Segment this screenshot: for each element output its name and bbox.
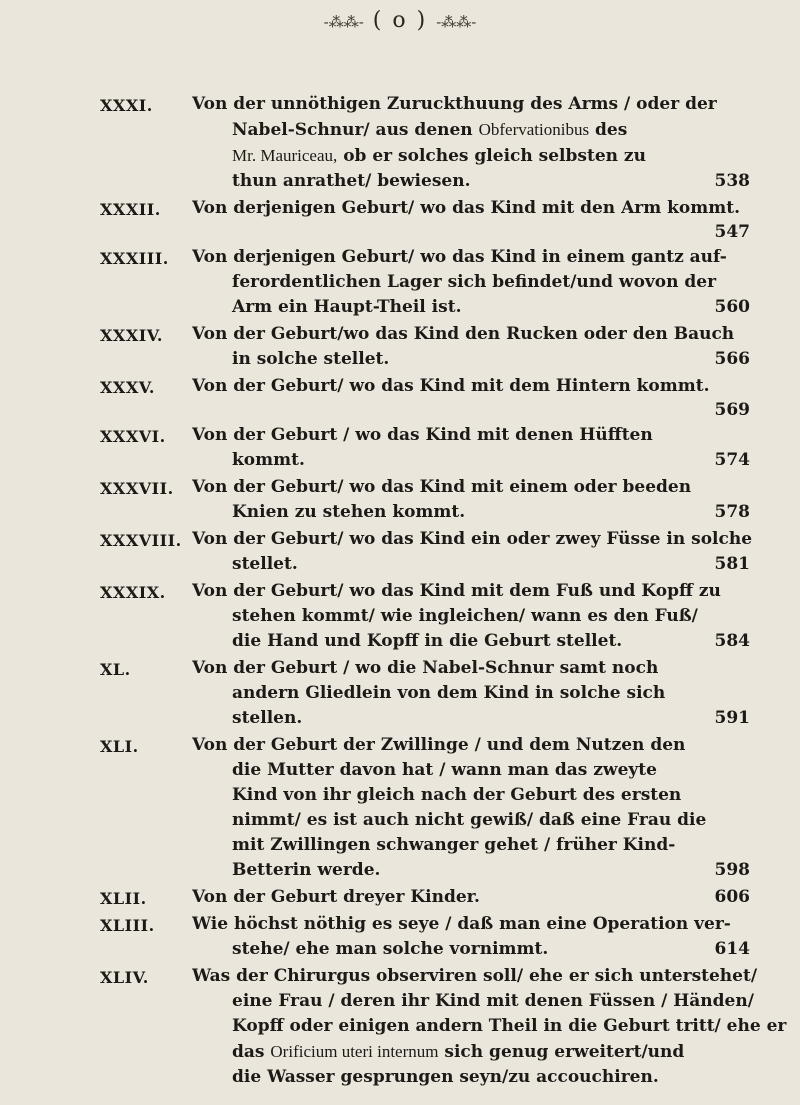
line-text: die Wasser gesprungen seyn/zu accouchiren.	[232, 1067, 659, 1087]
title-line	[192, 1039, 790, 1065]
line-text-tail: ob er solches gleich selbsten zu	[337, 146, 646, 166]
line-text: Von der Geburt/ wo das Kind ein oder zwey Füsse in solche	[192, 529, 753, 549]
line-text: das	[232, 1042, 271, 1062]
title-line	[192, 169, 790, 194]
chapter-title	[192, 912, 790, 962]
toc-entry	[100, 322, 790, 372]
line-text: Was der Chirurgus observiren soll/ ehe er sich unterstehet/	[192, 966, 758, 986]
line-text: Kopff oder einigen andern Theil in die Geburt tritt/ ehe er	[232, 1016, 787, 1036]
line-text: Kind von ihr gleich nach der Geburt des ersten	[232, 785, 682, 805]
page-marker: ( o )	[372, 8, 428, 33]
chapter-number: XXXVII.	[100, 479, 174, 498]
title-line	[192, 579, 790, 604]
toc-entry	[100, 92, 790, 194]
title-line	[192, 245, 790, 270]
title-line	[192, 858, 790, 883]
chapter-title	[192, 733, 790, 883]
toc-entry	[100, 964, 790, 1090]
title-line	[192, 1014, 790, 1039]
chapter-title	[192, 196, 790, 243]
chapter-number: XXXIV.	[100, 326, 163, 345]
title-line	[192, 808, 790, 833]
title-line	[192, 552, 790, 577]
line-text: Von der Geburt / wo das Kind mit denen Hüfften	[192, 425, 653, 445]
line-text: eine Frau / deren ihr Kind mit denen Füssen / Händen/	[232, 991, 754, 1011]
chapter-number: XL.	[100, 660, 131, 679]
title-line	[192, 1065, 790, 1090]
chapter-number: XXXI.	[100, 96, 153, 115]
chapter-number: XXXIX.	[100, 583, 166, 602]
line-text: stellen.	[232, 708, 303, 728]
title-line	[192, 885, 790, 910]
line-text: Von der Geburt/wo das Kind den Rucken oder den Bauch	[192, 324, 735, 344]
line-text: Arm ein Haupt-Theil ist.	[232, 297, 462, 317]
page-number: 578	[714, 502, 750, 522]
table-of-contents	[100, 92, 790, 1092]
line-text: kommt.	[232, 450, 305, 470]
title-line	[192, 604, 790, 629]
toc-entry	[100, 912, 790, 962]
line-text: die Hand und Kopff in die Geburt stellet.	[232, 631, 623, 651]
line-text: Von derjenigen Geburt/ wo das Kind mit den Arm kommt.	[192, 198, 740, 218]
toc-entry	[100, 196, 790, 243]
ornament-left: -⁂⁂-	[323, 13, 364, 31]
title-line	[192, 733, 790, 758]
line-text: mit Zwillingen schwanger gehet / früher Kind-	[232, 835, 676, 855]
title-line	[192, 347, 790, 372]
page-number: 591	[714, 708, 750, 728]
line-text: Von der Geburt dreyer Kinder.	[192, 887, 480, 907]
title-line	[192, 989, 790, 1014]
toc-entry	[100, 656, 790, 731]
chapter-number: XLIV.	[100, 968, 149, 987]
chapter-number: XXXII.	[100, 200, 161, 219]
title-line	[192, 656, 790, 681]
title-line	[192, 270, 790, 295]
entry-spacer	[100, 1090, 790, 1092]
line-text: Von der Geburt der Zwillinge / und dem Nutzen den	[192, 735, 686, 755]
line-text: Von der Geburt/ wo das Kind mit einem oder beeden	[192, 477, 692, 497]
chapter-number: XXXVI.	[100, 427, 166, 446]
line-text: Knien zu stehen kommt.	[232, 502, 466, 522]
toc-entry	[100, 885, 790, 910]
line-text: Nabel-Schnur/ aus denen	[232, 120, 479, 140]
page-number: 584	[714, 631, 750, 651]
toc-entry	[100, 527, 790, 577]
title-line	[192, 117, 790, 143]
page-number: 538	[714, 171, 750, 191]
line-text: andern Gliedlein von dem Kind in solche sich	[232, 683, 666, 703]
line-text: stehen kommt/ wie ingleichen/ wann es den Fuß/	[232, 606, 698, 626]
line-text: ferordentlichen Lager sich befindet/und wovon der	[232, 272, 717, 292]
chapter-title	[192, 964, 790, 1090]
title-line	[192, 681, 790, 706]
line-text: die Mutter davon hat / wann man das zweyte	[232, 760, 657, 780]
line-text: Von der Geburt/ wo das Kind mit dem Fuß und Kopff zu	[192, 581, 721, 601]
title-line	[192, 92, 790, 117]
page-number: 614	[714, 939, 750, 959]
title-line	[192, 475, 790, 500]
title-line	[192, 322, 790, 347]
title-line	[192, 758, 790, 783]
line-text: Von der unnöthigen Zuruckthuung des Arms / oder der	[192, 94, 717, 114]
line-text: in solche stellet.	[232, 349, 390, 369]
title-line	[192, 500, 790, 525]
line-text: Von derjenigen Geburt/ wo das Kind in einem gantz auf-	[192, 247, 727, 267]
line-text: Von der Geburt / wo die Nabel-Schnur samt noch	[192, 658, 659, 678]
chapter-number: XLIII.	[100, 916, 155, 935]
line-text: thun anrathet/ bewiesen.	[232, 171, 471, 191]
toc-entry	[100, 374, 790, 421]
latin-term: Obfervationibus	[478, 120, 590, 139]
page-number: 574	[714, 450, 750, 470]
chapter-number: XLII.	[100, 889, 147, 908]
line-text: Von der Geburt/ wo das Kind mit dem Hintern kommt.	[192, 376, 710, 396]
title-line	[192, 912, 790, 937]
chapter-number: XXXIII.	[100, 249, 169, 268]
chapter-title	[192, 374, 790, 421]
page-number: 569	[714, 400, 750, 420]
page-number: 598	[714, 860, 750, 880]
title-line	[192, 448, 790, 473]
title-line	[192, 143, 790, 169]
chapter-title	[192, 579, 790, 654]
chapter-title	[192, 92, 790, 194]
title-line	[192, 629, 790, 654]
title-line	[192, 783, 790, 808]
chapter-title	[192, 656, 790, 731]
line-text: Betterin werde.	[232, 860, 381, 880]
title-line	[192, 295, 790, 320]
line-text: nimmt/ es ist auch nicht gewiß/ daß eine Frau die	[232, 810, 707, 830]
title-line	[192, 196, 790, 221]
page-number: 560	[714, 297, 750, 317]
latin-term: Orificium uteri internum	[270, 1042, 439, 1061]
line-text-tail: sich genug erweitert/und	[438, 1042, 685, 1062]
line-text: stellet.	[232, 554, 298, 574]
chapter-title	[192, 527, 790, 577]
chapter-title	[192, 322, 790, 372]
ornament-right: -⁂⁂-	[436, 13, 477, 31]
chapter-title	[192, 423, 790, 473]
chapter-number: XLI.	[100, 737, 139, 756]
toc-entry	[100, 423, 790, 473]
chapter-title	[192, 245, 790, 320]
line-text: stehe/ ehe man solche vornimmt.	[232, 939, 549, 959]
chapter-number: XXXVIII.	[100, 531, 182, 550]
toc-entry	[100, 733, 790, 883]
chapter-number: XXXV.	[100, 378, 155, 397]
title-line	[192, 423, 790, 448]
chapter-title	[192, 475, 790, 525]
title-line	[192, 937, 790, 962]
page-header	[0, 8, 800, 33]
line-text: Wie höchst nöthig es seye / daß man eine Operation ver-	[192, 914, 731, 934]
line-text-tail: des	[589, 120, 628, 140]
toc-entry	[100, 579, 790, 654]
latin-term: Mr. Mauriceau,	[232, 146, 338, 165]
page-number: 547	[714, 222, 750, 242]
title-line	[192, 527, 790, 552]
chapter-title	[192, 885, 790, 910]
title-line	[192, 706, 790, 731]
title-line	[192, 374, 790, 399]
toc-entry	[100, 475, 790, 525]
title-line	[192, 964, 790, 989]
page-number: 606	[714, 887, 750, 907]
toc-entry	[100, 245, 790, 320]
title-line	[192, 833, 790, 858]
page-number: 581	[714, 554, 750, 574]
page-number: 566	[714, 349, 750, 369]
